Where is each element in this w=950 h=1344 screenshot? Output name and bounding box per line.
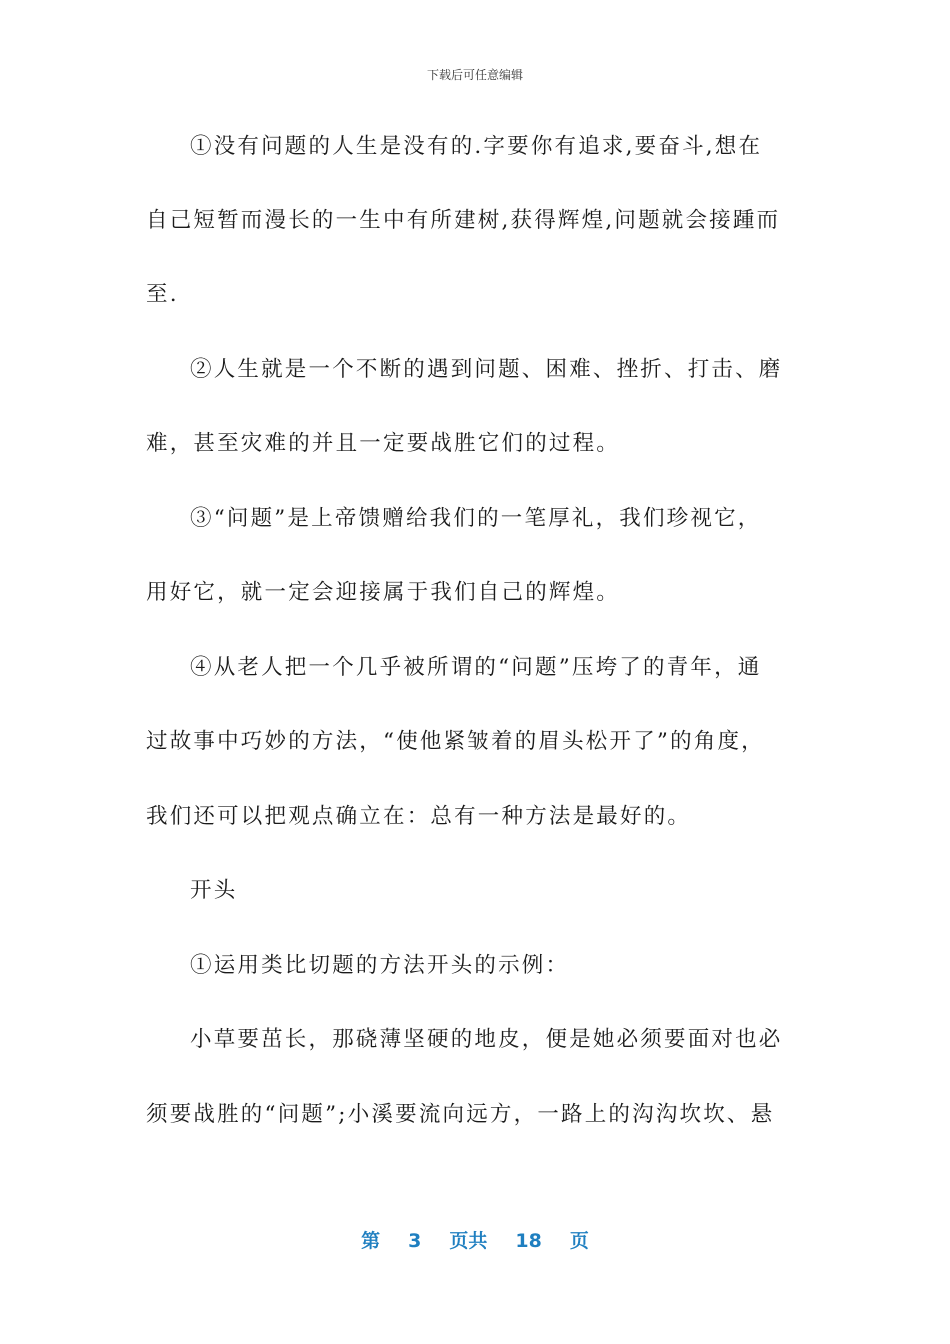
section-heading: 开头	[190, 878, 238, 903]
paragraph-line: 须要战胜的“问题”;小溪要流向远方，一路上的沟沟坎坎、悬	[146, 1102, 775, 1127]
paragraph-line: 过故事中巧妙的方法，“使他紧皱着的眉头松开了”的角度，	[146, 729, 765, 754]
page-footer	[0, 1226, 950, 1253]
page-label-suffix: 页	[569, 1230, 589, 1252]
page-number: 3	[408, 1230, 422, 1252]
header-note: 下载后可任意编辑	[426, 68, 523, 82]
paragraph-line: ①没有问题的人生是没有的.字要你有追求,要奋斗,想在	[190, 134, 763, 159]
paragraph-line: ②人生就是一个不断的遇到问题、困难、挫折、打击、磨	[190, 357, 783, 382]
paragraph-line: 至.	[146, 282, 179, 307]
paragraph-line: 小草要茁长，那硗薄坚硬的地皮，便是她必须要面对也必	[190, 1027, 783, 1052]
page-label-middle: 页共	[449, 1230, 488, 1252]
paragraph-line: ④从老人把一个几乎被所谓的“问题”压垮了的青年，通	[190, 655, 762, 680]
paragraph-line: 用好它，就一定会迎接属于我们自己的辉煌。	[146, 580, 621, 605]
paragraph-line: 自己短暂而漫长的一生中有所建树,获得辉煌,问题就会接踵而	[146, 208, 781, 233]
paragraph-line: ①运用类比切题的方法开头的示例：	[190, 953, 570, 978]
page-label-prefix: 第	[361, 1230, 381, 1252]
paragraph-line: 难，甚至灾难的并且一定要战胜它们的过程。	[146, 431, 621, 456]
total-pages: 18	[515, 1230, 542, 1252]
paragraph-line: 我们还可以把观点确立在：总有一种方法是最好的。	[146, 804, 692, 829]
paragraph-line: ③“问题”是上帝馈赠给我们的一笔厚礼，我们珍视它，	[190, 506, 762, 531]
